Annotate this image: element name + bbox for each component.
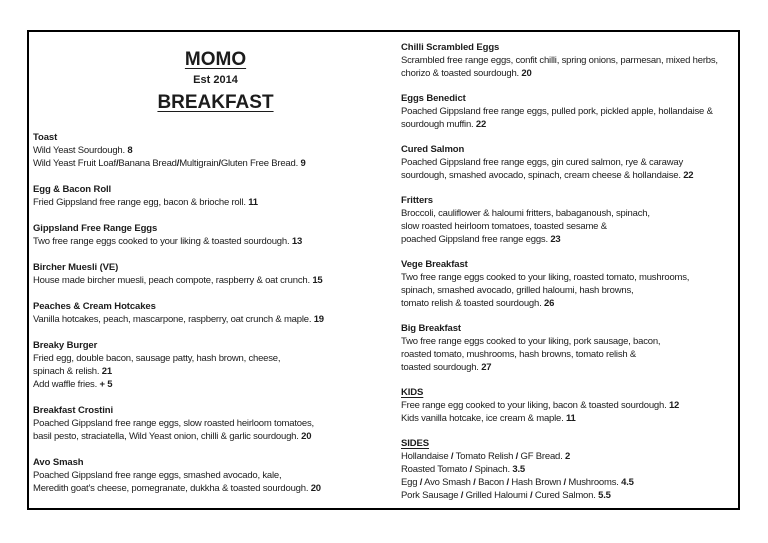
price: 19 — [313, 314, 324, 325]
text-segment: Meredith goat's cheese, pomegranate, dukkha & toasted sourdough. — [33, 483, 311, 494]
menu-column-right — [398, 32, 738, 508]
text-segment: Vanilla hotcakes, peach, mascarpone, raspberry, oat crunch & maple. — [33, 314, 314, 325]
text-segment: Fried Gippsland free range egg, bacon & brioche roll. — [33, 197, 249, 208]
text-segment: spinach & relish. — [33, 366, 102, 377]
menu-item-title: KIDS — [401, 387, 424, 398]
price: + 5 — [99, 379, 113, 390]
separator: / — [563, 477, 566, 488]
price: 11 — [248, 197, 258, 208]
text-segment: slow roasted heirloom tomatoes, toasted sesame & — [401, 221, 607, 232]
text-segment: Cured Salmon. — [532, 490, 599, 501]
menu-border-frame — [27, 30, 740, 510]
menu-section — [33, 261, 398, 287]
text-segment: Add waffle fries. — [33, 379, 100, 390]
text-segment: Wild Yeast Fruit Loaf — [33, 158, 116, 169]
price: 8 — [127, 145, 133, 156]
menu-item-description — [33, 378, 398, 391]
menu-item-description — [401, 489, 738, 502]
menu-item-description — [401, 450, 738, 463]
menu-item-description — [401, 169, 738, 182]
separator: / — [218, 158, 221, 169]
text-segment: tomato relish & toasted sourdough. — [401, 298, 544, 309]
text-segment: Bacon — [475, 477, 507, 488]
text-segment: Scrambled free range eggs, confit chilli, spring onions, parmesan, mixed herbs, — [401, 55, 718, 66]
menu-item-description — [33, 157, 398, 170]
menu-header — [33, 48, 398, 116]
price: 27 — [481, 362, 492, 373]
menu-item-description — [401, 476, 738, 489]
menu-item-description — [33, 274, 398, 287]
text-segment: roasted tomato, mushrooms, hash browns, tomato relish & — [401, 349, 637, 360]
menu-section — [33, 131, 398, 170]
text-segment: Mushrooms. — [565, 477, 622, 488]
menu-item-description — [33, 417, 398, 430]
menu-item-description — [401, 67, 738, 80]
menu-item-title: Cured Salmon — [401, 144, 465, 155]
menu-item-title: Big Breakfast — [401, 323, 461, 334]
menu-item-description — [401, 348, 738, 361]
text-segment: Poached Gippsland free range eggs, smashed avocado, kale, — [33, 470, 282, 481]
menu-section — [33, 456, 398, 495]
text-segment: GF Bread. — [518, 451, 566, 462]
menu-item-description — [401, 297, 738, 310]
text-segment: Broccoli, cauliflower & haloumi fritters, babaganoush, spinach, — [401, 208, 650, 219]
menu-item-description — [401, 54, 738, 67]
text-segment: Grilled Haloumi — [463, 490, 530, 501]
menu-item-title: Avo Smash — [33, 457, 84, 468]
separator: / — [460, 490, 464, 501]
menu-item-description — [401, 463, 738, 476]
menu-section — [401, 386, 738, 425]
menu-item-title: Gippsland Free Range Eggs — [33, 223, 158, 234]
price: 23 — [550, 234, 561, 245]
menu-item-description — [401, 105, 738, 118]
price: 20 — [301, 431, 312, 442]
menu-item-description — [33, 365, 398, 378]
text-segment: Poached Gippsland free range eggs, gin cured salmon, rye & caraway — [401, 157, 683, 168]
menu-section — [401, 194, 738, 246]
text-segment: Two free range eggs cooked to your liking, roasted tomato, mushrooms, — [401, 272, 690, 283]
established-text: Est 2014 — [193, 74, 238, 86]
text-segment: toasted sourdough. — [401, 362, 482, 373]
menu-item-title: Breaky Burger — [33, 340, 98, 351]
price: 20 — [310, 483, 321, 494]
menu-section — [33, 183, 398, 209]
separator: / — [530, 490, 533, 501]
price: 11 — [566, 413, 576, 424]
text-segment: Two free range eggs cooked to your liking, pork sausage, bacon, — [401, 336, 661, 347]
menu-item-description — [401, 233, 738, 246]
price: 20 — [521, 68, 532, 79]
price: 22 — [475, 119, 487, 130]
menu-section — [401, 437, 738, 502]
menu-item-title: Eggs Benedict — [401, 93, 466, 104]
text-segment: Poached Gippsland free range eggs, slow roasted heirloom tomatoes, — [33, 418, 314, 429]
menu-item-description — [401, 156, 738, 169]
menu-item-title: Peaches & Cream Hotcakes — [33, 301, 156, 312]
text-segment: Pork Sausage — [401, 490, 461, 501]
menu-item-description — [33, 196, 398, 209]
text-segment: sourdough, smashed avocado, spinach, cream cheese & hollandaise. — [401, 170, 684, 181]
text-segment: sourdough muffin. — [401, 119, 476, 130]
price: 9 — [300, 158, 306, 169]
menu-item-description — [33, 482, 398, 495]
menu-section — [33, 222, 398, 248]
separator: / — [515, 451, 519, 462]
menu-section — [401, 143, 738, 182]
text-segment: basil pesto, straciatella, Wild Yeast onion, chilli & garlic sourdough. — [33, 431, 302, 442]
menu-section — [401, 41, 738, 80]
menu-item-title: Chilli Scrambled Eggs — [401, 42, 500, 53]
menu-item-description — [401, 361, 738, 374]
price: 21 — [101, 366, 112, 377]
price: 3.5 — [512, 464, 525, 475]
menu-section — [33, 339, 398, 391]
menu-title: BREAKFAST — [157, 92, 274, 113]
text-segment: Roasted Tomato — [401, 464, 470, 475]
menu-item-description — [401, 335, 738, 348]
text-segment: Poached Gippsland free range eggs, pulled pork, pickled apple, hollandaise & — [401, 106, 713, 117]
text-segment: Wild Yeast Sourdough. — [33, 145, 128, 156]
menu-item-title: Vege Breakfast — [401, 259, 468, 270]
menu-item-title: Egg & Bacon Roll — [33, 184, 112, 195]
separator: / — [115, 158, 119, 169]
text-segment: spinach, smashed avocado, grilled haloumi, hash browns, — [401, 285, 634, 296]
menu-item-description — [33, 430, 398, 443]
price: 26 — [543, 298, 555, 309]
separator: / — [176, 158, 180, 169]
menu-section — [401, 322, 738, 374]
menu-item-description — [401, 220, 738, 233]
menu-sections-right — [401, 41, 738, 502]
menu-item-title: SIDES — [401, 438, 430, 449]
menu-item-description — [33, 352, 398, 365]
separator: / — [419, 477, 423, 488]
text-segment: chorizo & toasted sourdough. — [401, 68, 522, 79]
text-segment: Tomato Relish — [453, 451, 516, 462]
menu-sections-left — [33, 131, 398, 495]
price: 2 — [565, 451, 571, 462]
text-segment: Kids vanilla hotcake, ice cream & maple. — [401, 413, 566, 424]
menu-item-description — [33, 235, 398, 248]
separator: / — [469, 464, 473, 475]
menu-column-left — [29, 32, 398, 508]
restaurant-name: MOMO — [184, 49, 247, 70]
menu-item-description — [401, 399, 738, 412]
text-segment: House made bircher muesli, peach compote, raspberry & oat crunch. — [33, 275, 313, 286]
text-segment: Spinach. — [472, 464, 513, 475]
menu-item-title: Toast — [33, 132, 58, 143]
price: 5.5 — [598, 490, 611, 501]
separator: / — [473, 477, 476, 488]
menu-item-title: Breakfast Crostini — [33, 405, 114, 416]
text-segment: poached Gippsland free range eggs. — [401, 234, 551, 245]
menu-item-description — [33, 144, 398, 157]
menu-item-description — [33, 469, 398, 482]
text-segment: Gluten Free Bread. — [220, 158, 301, 169]
separator: / — [506, 477, 509, 488]
menu-section — [401, 92, 738, 131]
menu-section — [401, 258, 738, 310]
menu-item-title: Fritters — [401, 195, 433, 206]
text-segment: Egg — [401, 477, 420, 488]
menu-item-description — [401, 412, 738, 425]
price: 22 — [683, 170, 694, 181]
menu-item-title: Bircher Muesli (VE) — [33, 262, 119, 273]
menu-section — [33, 404, 398, 443]
menu-item-description — [401, 284, 738, 297]
text-segment: Two free range eggs cooked to your liking & toasted sourdough. — [33, 236, 292, 247]
price: 4.5 — [621, 477, 634, 488]
menu-item-description — [33, 313, 398, 326]
text-segment: Hollandaise — [401, 451, 451, 462]
price: 12 — [668, 400, 680, 411]
text-segment: Free range egg cooked to your liking, bacon & toasted sourdough. — [401, 400, 669, 411]
text-segment: Hash Brown — [508, 477, 564, 488]
price: 15 — [312, 275, 323, 286]
menu-item-description — [401, 207, 738, 220]
text-segment: Multigrain — [179, 158, 219, 169]
price: 13 — [291, 236, 303, 247]
separator: / — [450, 451, 454, 462]
text-segment: Banana Bread — [118, 158, 177, 169]
menu-item-description — [401, 271, 738, 284]
text-segment: Avo Smash — [422, 477, 474, 488]
text-segment: Fried egg, double bacon, sausage patty, hash brown, cheese, — [33, 353, 281, 364]
menu-section — [33, 300, 398, 326]
menu-item-description — [401, 118, 738, 131]
